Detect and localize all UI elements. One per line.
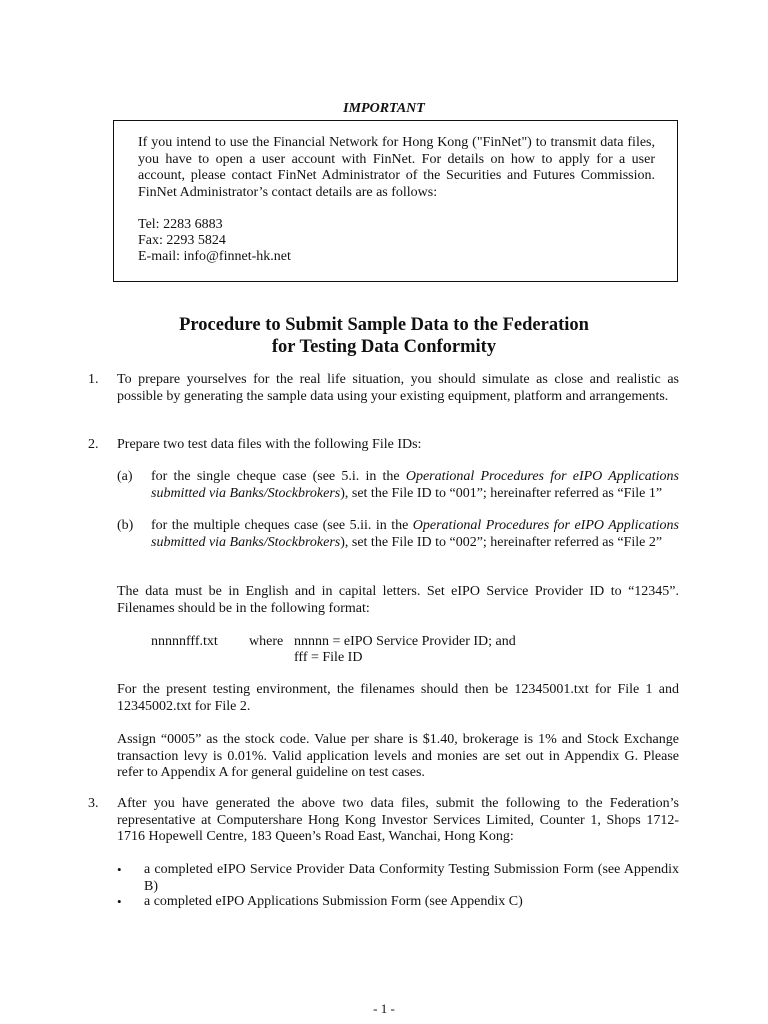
bullet-1: • [117, 862, 122, 877]
bullet-1-text: a completed eIPO Service Provider Data Conformity Testing Submission Form (see Appendix B) [144, 862, 679, 894]
filename-definition-2: fff = File ID [294, 650, 363, 665]
contact-fax: Fax: 2293 5824 [138, 233, 226, 248]
contact-email: E-mail: info@finnet-hk.net [138, 249, 291, 264]
subitem-a-text: for the single cheque case (see 5.i. in the Operational Procedures for eIPO Applications submitted via Banks/Stockbrokers), set the File ID to “001”; hereinafter referred as “File 1” [151, 469, 679, 501]
subitem-b-text: for the multiple cheques case (see 5.ii. in the Operational Procedures for eIPO Applications submitted via Banks/Stockbrokers), set the File ID to “002”; hereinafter referred as “File 2” [151, 518, 679, 550]
page-number: - 1 - [373, 1001, 395, 1016]
page-title-line-1: Procedure to Submit Sample Data to the Federation [179, 315, 589, 335]
filename-format: nnnnnfff.txt [151, 634, 218, 649]
filename-where: where [249, 634, 284, 649]
item-number-1: 1. [88, 372, 99, 387]
item-number-3: 3. [88, 796, 99, 811]
filename-definition-1: nnnnn = eIPO Service Provider ID; and [294, 634, 516, 649]
item-2-text: Prepare two test data files with the following File IDs: [117, 437, 422, 452]
subitem-b-label: (b) [117, 518, 134, 533]
important-notice-text: If you intend to use the Financial Network for Hong Kong ("FinNet") to transmit data files, you have to open a user account with FinNet. For details on how to apply for a user account, please contact FinNet Administrator of the Securities and Futures Commission. FinNet Administrator’s contact details are as follows: [138, 135, 655, 200]
document-title-reference: Operational Procedures for eIPO Applications submitted via Banks/Stockbrokers [151, 518, 679, 550]
contact-tel: Tel: 2283 6883 [138, 217, 223, 232]
data-format-note: The data must be in English and in capital letters. Set eIPO Service Provider ID to “12345”. Filenames should be in the following format: [117, 584, 679, 616]
testing-environment-note: For the present testing environment, the filenames should then be 12345001.txt for File 1 and 12345002.txt for File 2. [117, 682, 679, 714]
item-number-2: 2. [88, 437, 99, 452]
bullet-2: • [117, 894, 122, 909]
subitem-a-label: (a) [117, 469, 133, 484]
bullet-2-text: a completed eIPO Applications Submission Form (see Appendix C) [144, 894, 523, 909]
document-title-reference: Operational Procedures for eIPO Applications submitted via Banks/Stockbrokers [151, 469, 679, 501]
important-heading: IMPORTANT [343, 101, 425, 116]
item-3-text: After you have generated the above two data files, submit the following to the Federation’s representative at Computershare Hong Kong Investor Services Limited, Counter 1, Shops 1712-1716 Hopewell Centre, 183 Queen’s Road East, Wanchai, Hong Kong: [117, 796, 679, 844]
page-title-line-2: for Testing Data Conformity [271, 337, 497, 357]
item-1-text: To prepare yourselves for the real life situation, you should simulate as close and realistic as possible by generating the sample data using your existing equipment, platform and arrangements. [117, 372, 679, 404]
stock-code-note: Assign “0005” as the stock code. Value per share is $1.40, brokerage is 1% and Stock Exchange transaction levy is 0.01%. Valid application levels and monies are set out in Appendix G. Please refer to Appendix A for general guideline on test cases. [117, 732, 679, 780]
